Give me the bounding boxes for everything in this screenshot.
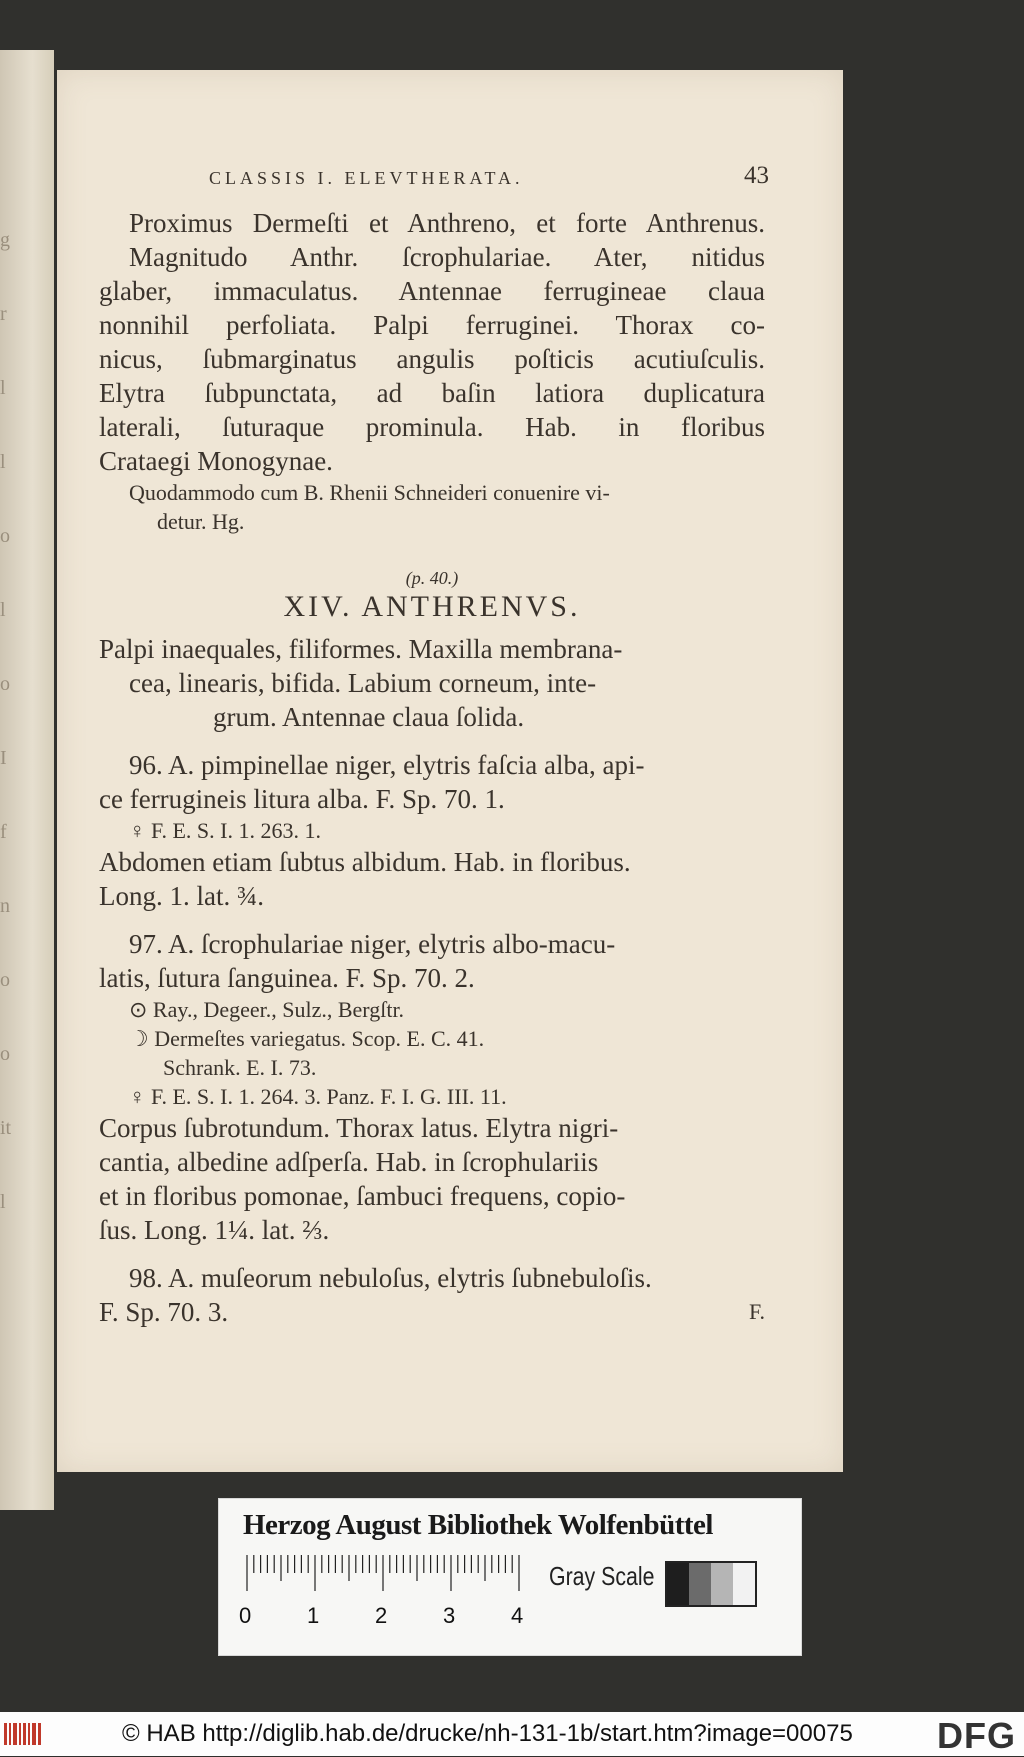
gray-patch [733,1563,755,1605]
species-97-desc-4: ſus. Long. 1¼. lat. ⅔. [99,1215,330,1245]
species-97-desc-1: Corpus ſubrotundum. Thorax latus. Elytra nigri- [99,1113,619,1143]
margin-letter: l [0,451,6,473]
scale-ruler [245,1555,525,1595]
species-96-reference: ♀ F. E. S. I. 1. 263. 1. [129,818,321,843]
margin-letter: l [0,599,6,621]
note-line-1: Quodammodo cum B. Rhenii Schneideri conuenire vi- [129,480,610,505]
dfg-logo: DFG [937,1715,1016,1756]
species-96-line-1: 96. A. pimpinellae niger, elytris faſcia alba, api- [129,750,645,780]
species-97-desc-3: et in floribus pomonae, ſambuci frequens, copio- [99,1181,626,1211]
species-97-line-2: latis, ſutura ſanguinea. F. Sp. 70. 2. [99,963,475,993]
species-97-line-1: 97. A. ſcrophulariae niger, elytris albo-macu- [129,929,616,959]
copyright-url[interactable]: © HAB http://diglib.hab.de/drucke/nh-131-1b/start.htm?image=00075 [122,1720,853,1747]
catchword: F. [749,1299,765,1324]
margin-letter: n [0,895,10,917]
species-97-ref-2: ☽ Dermeſtes variegatus. Scop. E. C. 41. [129,1026,485,1051]
page-text [99,162,769,1329]
genus-line-1: Palpi inaequales, filiformes. Maxilla membrana- [99,634,623,664]
gray-patch [689,1563,711,1605]
species-98-line-2 [99,1295,765,1329]
margin-letter: g [0,229,10,251]
margin-letter: o [0,525,10,547]
scale-number: 1 [307,1603,320,1628]
intro-line: Proximus Dermeſti et Anthreno, et forte Anthrenus. [129,208,765,238]
book-page [57,70,843,1472]
margin-letter: f [0,821,7,843]
scale-number: 2 [375,1603,388,1628]
running-head [99,162,769,206]
intro-line: Magnitudo Anthr. ſcrophulariae. Ater, nitidus [129,242,765,272]
intro-paragraph [99,206,765,478]
gray-scale-patches [665,1561,757,1607]
intro-line: glaber, immaculatus. Antennae ferrugineae claua [99,276,765,306]
gray-patch [711,1563,733,1605]
species-96-line-2: ce ferrugineis litura alba. F. Sp. 70. 1. [99,784,505,814]
intro-line: nonnihil perfoliata. Palpi ferruginei. Thorax co- [99,310,765,340]
species-97-ref-4: ♀ F. E. S. I. 1. 264. 3. Panz. F. I. G. III. 11. [129,1084,507,1109]
viewer-footer [0,1712,1024,1756]
previous-page-margin-letters [0,50,12,1510]
genus-line-3: grum. Antennae claua ſolida. [213,702,525,732]
species-96-desc-1: Abdomen etiam ſubtus albidum. Hab. in floribus. [99,847,631,877]
species-97-desc-2: cantia, albedine adſperſa. Hab. in ſcrophulariis [99,1147,599,1177]
genus-line-2: cea, linearis, bifida. Labium corneum, inte- [129,668,597,698]
species-98-line-1: 98. A. muſeorum nebuloſus, elytris ſubnebuloſis. [129,1263,652,1293]
scale-number: 3 [443,1603,456,1628]
intro-line: laterali, ſuturaque prominula. Hab. in floribus [99,412,765,442]
species-97-ref-3: Schrank. E. I. 73. [163,1055,317,1080]
species-98-reference: F. Sp. 70. 3. [99,1297,229,1327]
scale-number: 0 [239,1603,252,1628]
scale-numbers [239,1603,559,1633]
margin-letter: o [0,673,10,695]
margin-letter: o [0,1043,10,1065]
margin-letter: l [0,377,6,399]
scale-number: 4 [511,1603,524,1628]
library-name: Herzog August Bibliothek Wolfenbüttel [243,1509,713,1541]
note-line-2: detur. Hg. [157,509,245,534]
gray-patch [667,1563,689,1605]
gray-scale-label: Gray Scale [549,1561,655,1591]
species-97-ref-1: ⊙ Ray., Degeer., Sulz., Bergſtr. [129,997,405,1022]
margin-letter: it [0,1117,12,1139]
library-color-card [218,1498,802,1656]
intro-line: nicus, ſubmarginatus angulis poſticis acutiuſculis. [99,344,765,374]
ruler-ticks [245,1555,525,1591]
margin-letter: r [0,303,7,325]
previous-page-edge [0,50,54,1510]
species-96-desc-2: Long. 1. lat. ¾. [99,881,264,911]
intro-line: Elytra ſubpunctata, ad baſin latiora duplicatura [99,378,765,408]
barcode-icon [4,1721,44,1747]
margin-letter: l [0,1191,6,1213]
running-head-title: CLASSIS I. ELEVTHERATA. [209,168,524,188]
page-reference: (p. 40.) [405,568,459,588]
margin-letter: I [0,747,7,769]
margin-letter: o [0,969,10,991]
intro-line: Crataegi Monogynae. [99,446,333,476]
page-number: 43 [744,162,769,189]
genus-title: XIV. ANTHRENVS. [283,590,581,623]
